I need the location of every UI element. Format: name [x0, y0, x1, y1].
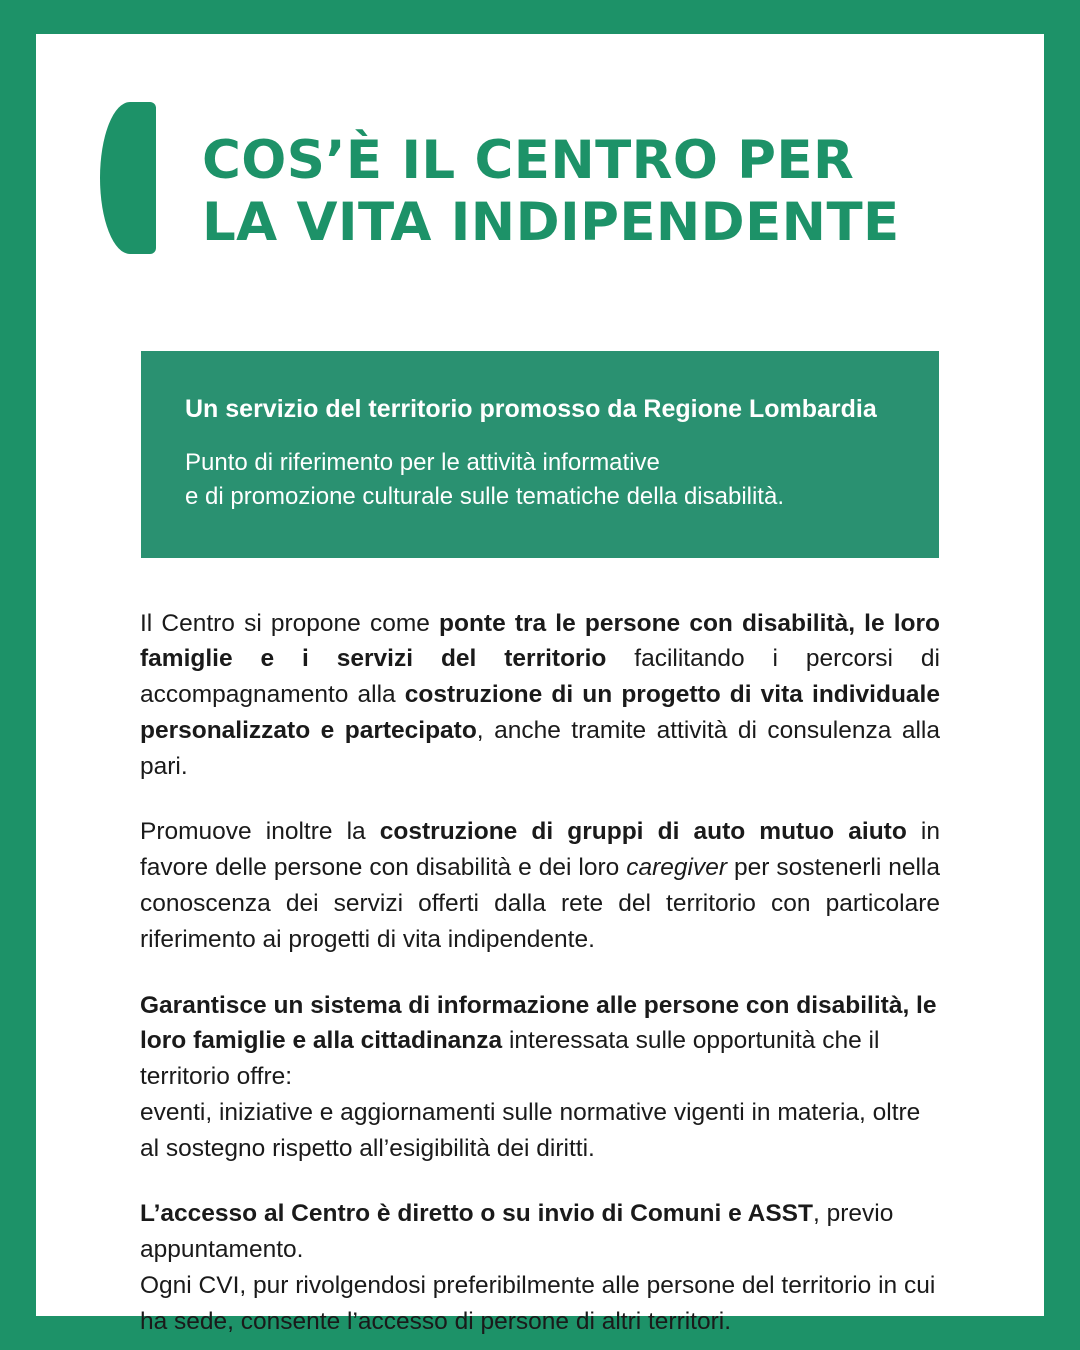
p2-text-2: in favore delle persone con disabilità e dei loro [140, 818, 940, 882]
p1-text-3: , anche tramite attività di consulenza alla pari. [140, 716, 940, 780]
page-title-line-2: LA VITA INDIPENDENTE [202, 191, 900, 253]
callout-subtitle-line-1: Punto di riferimento per le attività informative [185, 448, 660, 476]
paragraph-3 [140, 988, 940, 1167]
p1-bold-1: ponte tra le persone con disabilità, le loro famiglie e i servizi del territorio [140, 609, 941, 673]
callout-title: Un servizio del territorio promosso da Regione Lombardia [185, 395, 877, 423]
p1-text-2: facilitando i percorsi di accompagnamento alla [140, 645, 940, 709]
paragraph-2 [140, 814, 940, 957]
poster-card [36, 34, 1044, 1335]
p4-text-1: , previo appuntamento. [140, 1200, 894, 1264]
paragraph-1 [140, 606, 940, 785]
p2-text-3: per sostenerli nella conoscenza dei servizi offerti dalla rete del territorio con particolare riferimento ai progetti di vita indipendente. [140, 854, 941, 953]
quote-mark-icon [100, 102, 156, 254]
p2-bold-1: costruzione di gruppi di auto mutuo aiuto [379, 818, 907, 846]
paragraph-4 [140, 1196, 940, 1339]
p3-bold-1: Garantisce un sistema di informazione alle persone con disabilità, le loro famiglie e alla cittadinanza [140, 991, 937, 1055]
p1-text-1: Il Centro si propone come [140, 609, 440, 637]
p1-bold-2: costruzione di un progetto di vita individuale personalizzato e partecipato [140, 681, 940, 744]
p4-bold-1: L’accesso al Centro è diretto o su invio di Comuni e ASST [140, 1200, 813, 1228]
callout-banner [141, 351, 939, 558]
header [36, 34, 1044, 289]
page-title [202, 130, 900, 254]
p4-text-2: Ogni CVI, pur rivolgendosi preferibilmente alle persone del territorio in cui ha sede, consente l’accesso di persone di altri territori. [140, 1271, 936, 1335]
callout-subtitle [185, 446, 895, 514]
p3-text-2: eventi, iniziative e aggiornamenti sulle normative vigenti in materia, oltre al sostegno rispetto all’esigibilità dei diritti. [140, 1098, 921, 1162]
p2-italic-1: caregiver [626, 854, 728, 882]
body-content [140, 606, 940, 1340]
p3-text-1: interessata sulle opportunità che il territorio offre: [140, 1027, 880, 1091]
p2-text-1: Promuove inoltre la [140, 818, 380, 846]
page-title-line-1: COS’È IL CENTRO PER [202, 129, 855, 191]
callout-subtitle-line-2: e di promozione culturale sulle tematiche della disabilità. [185, 482, 784, 510]
